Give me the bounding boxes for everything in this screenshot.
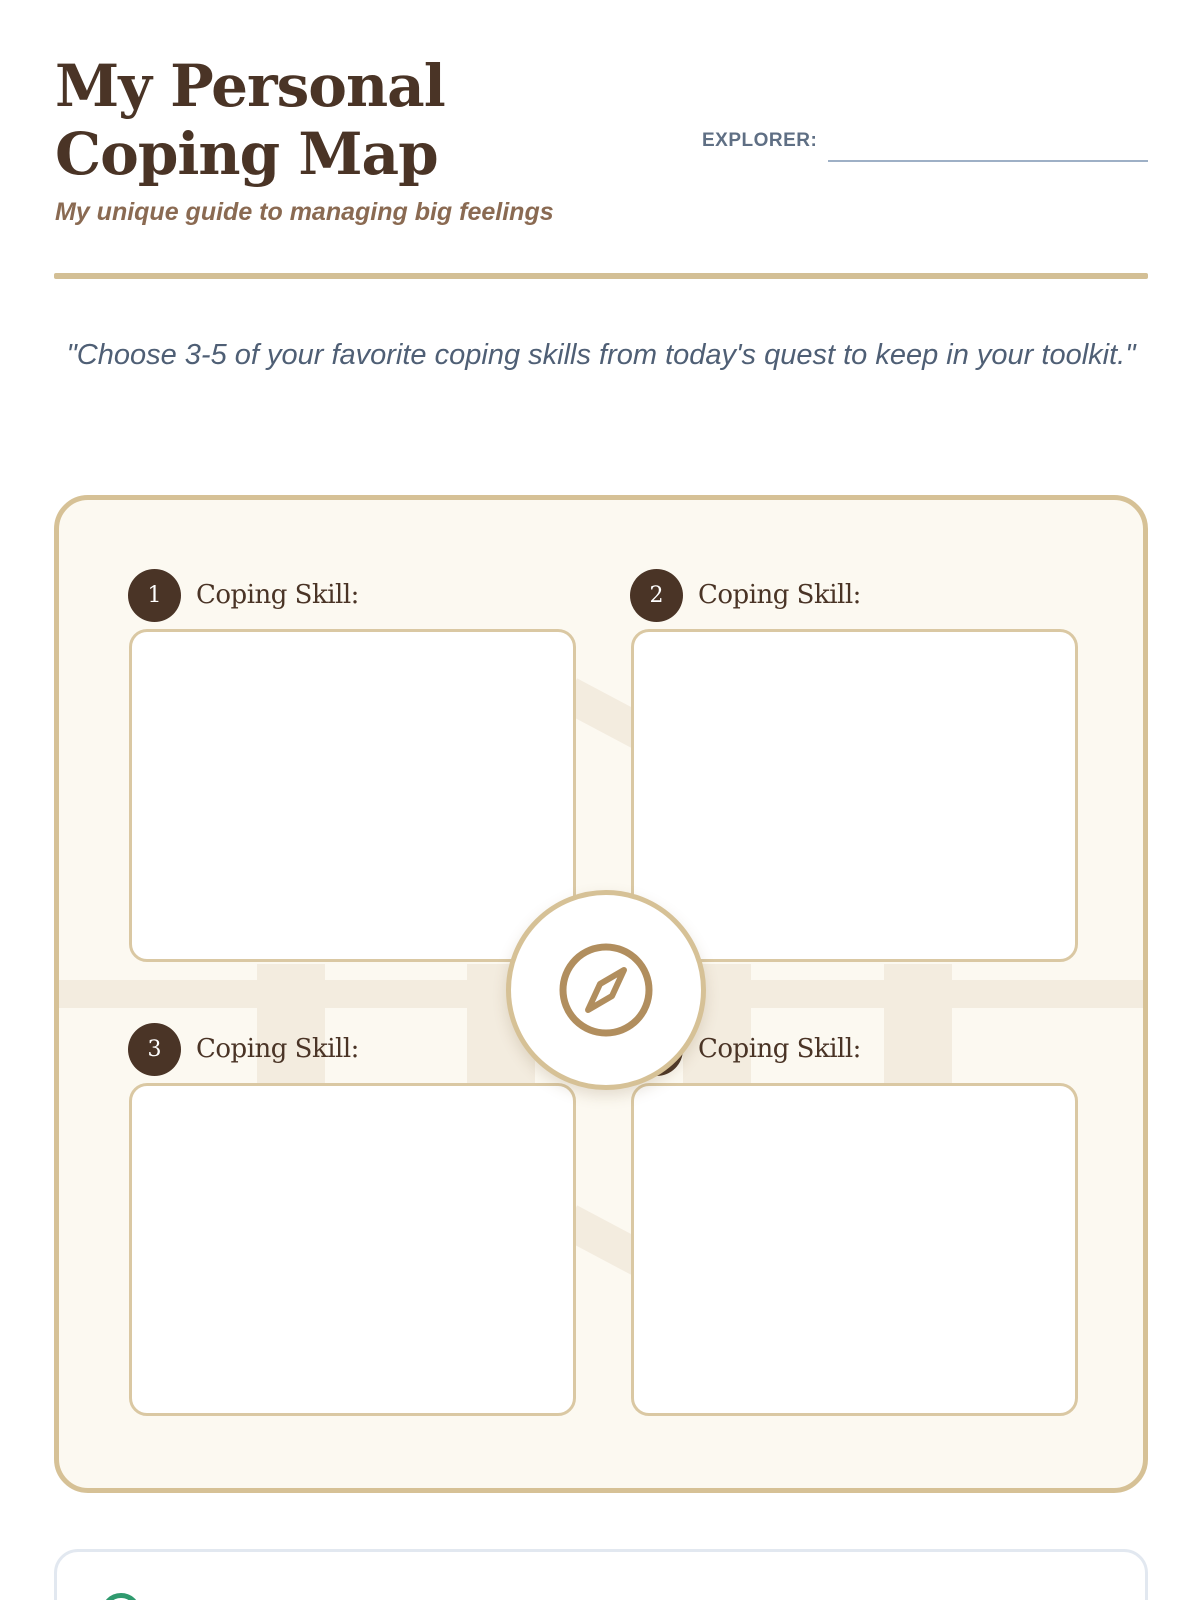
explorer-name-field[interactable] [828, 160, 1148, 162]
skill-number-badge: 2 [630, 569, 683, 622]
skill-label: Coping Skill: [196, 580, 359, 610]
skill-3-box[interactable] [129, 1083, 576, 1416]
instruction-quote: "Choose 3-5 of your favorite coping skills from today's quest to keep in your toolkit." [66, 339, 1136, 371]
bottom-card [54, 1549, 1148, 1600]
skill-label: Coping Skill: [698, 1034, 861, 1064]
skill-label: Coping Skill: [698, 580, 861, 610]
compass-icon [556, 940, 656, 1040]
skill-3-header [128, 1022, 359, 1076]
map-path [884, 964, 952, 1088]
explorer-label: EXPLORER: [702, 130, 818, 151]
skill-1-box[interactable] [129, 629, 576, 962]
skill-2-box[interactable] [631, 629, 1078, 962]
skill-1-header [128, 568, 359, 622]
header-divider [54, 273, 1148, 279]
skill-number-badge: 1 [128, 569, 181, 622]
compass-badge [506, 890, 706, 1090]
page-title: My Personal Coping Map [55, 52, 445, 188]
page-subtitle: My unique guide to managing big feelings [55, 198, 554, 226]
skill-number-badge: 3 [128, 1023, 181, 1076]
skill-label: Coping Skill: [196, 1034, 359, 1064]
coping-map-panel [54, 495, 1148, 1493]
skill-4-box[interactable] [631, 1083, 1078, 1416]
status-icon [101, 1593, 141, 1600]
skill-2-header [630, 568, 861, 622]
